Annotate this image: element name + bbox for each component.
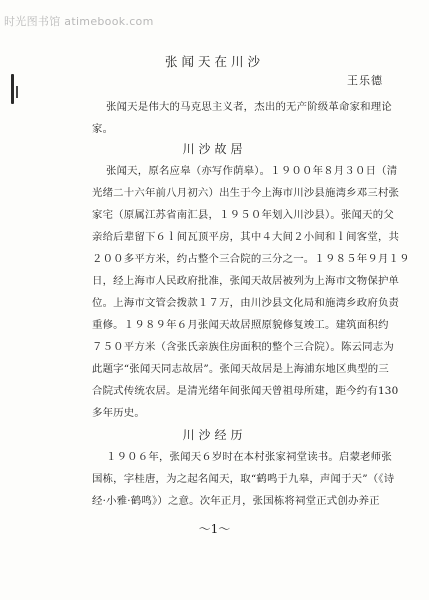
document-title: 张闻天在川沙	[164, 54, 264, 69]
body-line: 日，经上海市人民政府批准，张闻天故居被列为上海市文物保护单	[92, 275, 400, 287]
body-line: １９０６年，张闻天６岁时在本村张家祠堂读书。启蒙老师张	[106, 451, 392, 463]
body-line: 重修。１９８９年６月张闻天故居照原貌修复竣工。建筑面积约	[92, 319, 389, 331]
body-line: 国栋，字桂唐，为之起名闻天，取“鹤鸣于九皋，声闻于天”（《诗	[92, 473, 395, 485]
body-line: ７５０平方米（含张氏亲族住房面积的整个三合院）。陈云同志为	[92, 341, 394, 353]
watermark: 时光图书馆 atimebook.com	[4, 15, 154, 28]
page-number: ～1～	[198, 522, 231, 536]
body-line: 亲给后辈留下６ｌ间瓦顶平房，其中４大间２小间和ｌ间客堂，共	[92, 231, 400, 243]
body-line: 合院式传统农居。是清光绪年间张闻天曾祖母所建，距今约有130	[92, 385, 399, 397]
body-line: 多年历史。	[92, 407, 145, 419]
section-heading: 川沙经历	[182, 428, 247, 442]
body-line: ２００多平方米，约占整个三合院的三分之一。１９８５年９月１９	[92, 253, 410, 265]
binding-mark-small	[16, 86, 18, 98]
body-line: 张闻天，原名应皋（亦写作荫皋）。１９００年８月３０日（清	[106, 165, 398, 177]
body-line: 光绪二十六年前八月初六）出生于今上海市川沙县施湾乡邓三村张	[92, 187, 400, 199]
section-heading: 川沙故居	[182, 142, 247, 156]
body-line: 经·小雅·鹤鸣》）之意。次年正月，张国栋将祠堂正式创办养正	[92, 495, 380, 507]
author-name: 王乐德	[347, 74, 383, 87]
body-line: 家宅（原属江苏省南汇县，１９５０年划入川沙县）。张闻天的父	[92, 209, 394, 221]
binding-mark	[11, 74, 14, 104]
intro-line: 张闻天是伟大的马克思主义者，杰出的无产阶级革命家和理论	[106, 101, 392, 113]
body-line: 此题字“张闻天同志故居”。张闻天故居是上海浦东地区典型的三	[92, 363, 389, 375]
body-line: 位。上海市文管会拨款１７万，由川沙县文化局和施湾乡政府负责	[92, 297, 400, 309]
intro-line: 家。	[92, 123, 114, 135]
